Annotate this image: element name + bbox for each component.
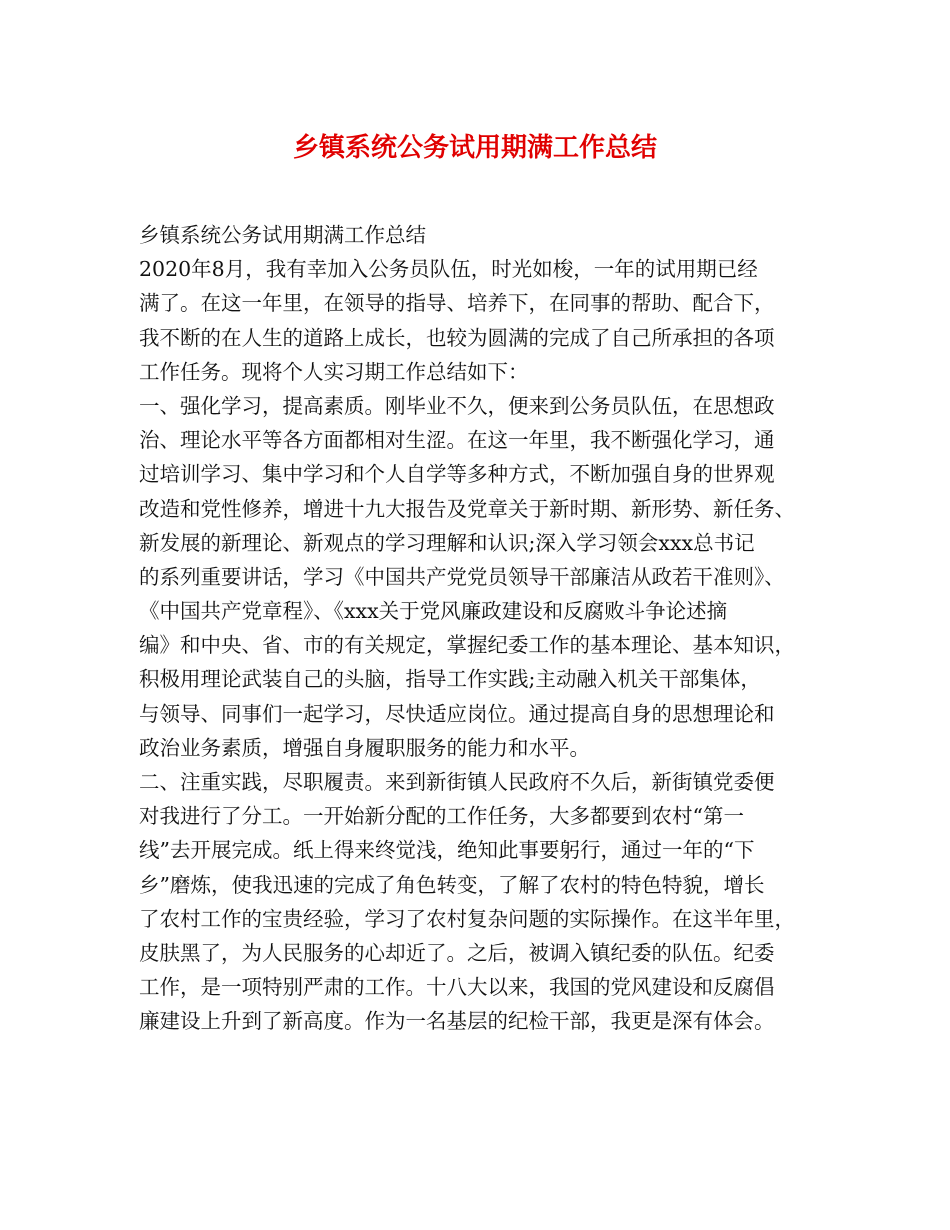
page-title: 乡镇系统公务试用期满工作总结 [292, 133, 657, 163]
body-line: 对我进行了分工。一开始新分配的工作任务，大多都要到农村“第一 [139, 804, 744, 829]
body-line: 改造和党性修养，增进十九大报告及党章关于新时期、新形势、新任务、 [139, 496, 795, 521]
body-line: 乡镇系统公务试用期满工作总结 [139, 223, 426, 247]
body-line: 线”去开展完成。纸上得来终觉浅，绝知此事要躬行，通过一年的“下 [139, 838, 755, 863]
body-line: 乡”磨炼，使我迅速的完成了角色转变，了解了农村的特色特貌，增长 [139, 872, 765, 897]
body-line: 二、注重实践，尽职履责。来到新街镇人民政府不久后，新街镇党委便 [139, 770, 775, 794]
body-line: 积极用理论武装自己的头脑，指导工作实践;主动融入机关干部集体， [139, 667, 761, 692]
body-line: 满了。在这一年里，在领导的指导、培养下，在同事的帮助、配合下， [139, 291, 775, 316]
body-line: 《中国共产党章程》、《xxx关于党风廉政建设和反腐败斗争论述摘 [139, 599, 728, 624]
body-line: 新发展的新理论、新观点的学习理解和认识;深入学习领会xxx总书记 [139, 530, 755, 555]
body-line: 与领导、同事们一起学习，尽快适应岗位。通过提高自身的思想理论和 [139, 701, 775, 726]
body-line: 工作任务。现将个人实习期工作总结如下： [139, 359, 529, 384]
body-line: 皮肤黑了，为人民服务的心却近了。之后，被调入镇纪委的队伍。纪委 [139, 940, 775, 965]
body-line: 2020年8月，我有幸加入公务员队伍，时光如梭，一年的试用期已经 [139, 257, 758, 282]
body-line: 廉建设上升到了新高度。作为一名基层的纪检干部，我更是深有体会。 [139, 1009, 775, 1034]
body-line: 政治业务素质，增强自身履职服务的能力和水平。 [139, 735, 590, 760]
body-line: 的系列重要讲话，学习《中国共产党党员领导干部廉洁从政若干准则》、 [139, 564, 785, 589]
body-line: 工作，是一项特别严肃的工作。十八大以来，我国的党风建设和反腐倡 [139, 975, 775, 1000]
body-line: 治、理论水平等各方面都相对生涩。在这一年里，我不断强化学习，通 [139, 428, 775, 453]
body-line: 编》和中央、省、市的有关规定，掌握纪委工作的基本理论、基本知识， [139, 633, 795, 658]
body-line: 我不断的在人生的道路上成长，也较为圆满的完成了自己所承担的各项 [139, 325, 775, 350]
body-line: 了农村工作的宝贵经验，学习了农村复杂问题的实际操作。在这半年里， [139, 906, 795, 931]
document-body [139, 218, 839, 1039]
body-line: 过培训学习、集中学习和个人自学等多种方式，不断加强自身的世界观 [139, 462, 775, 487]
body-line: 一、强化学习，提高素质。刚毕业不久，便来到公务员队伍，在思想政 [139, 393, 775, 418]
